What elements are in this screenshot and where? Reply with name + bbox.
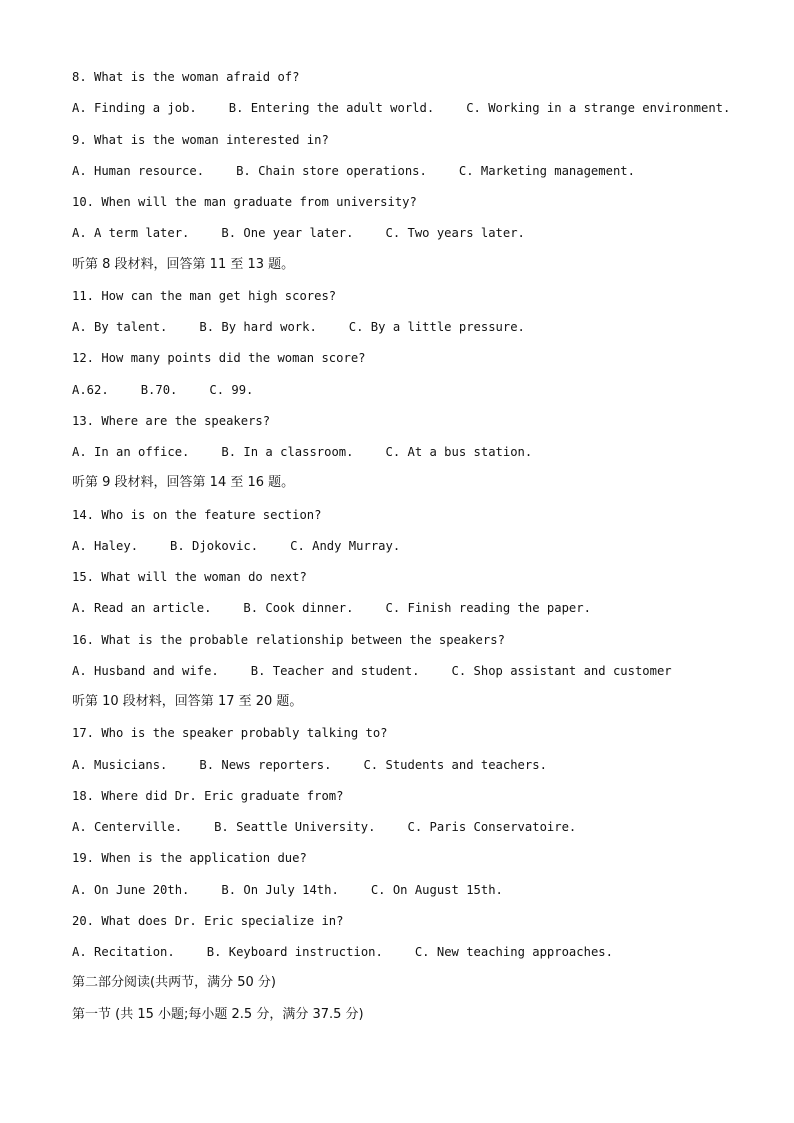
answer-options	[72, 661, 762, 692]
answer-options	[72, 223, 762, 254]
answer-option: B. Djokovic.	[170, 538, 259, 553]
answer-option: B. On July 14th.	[221, 882, 339, 897]
answer-option: C. Andy Murray.	[290, 538, 401, 553]
answer-option: B. News reporters.	[199, 757, 332, 772]
section-heading: 听第 9 段材料，回答第 14 至 16 题。	[72, 475, 295, 491]
answer-option: A. A term later.	[72, 226, 190, 241]
question-text: 18. Where did Dr. Eric graduate from?	[72, 788, 344, 803]
question-text: 16. What is the probable relationship between the speakers?	[72, 632, 505, 647]
answer-option: A. Finding a job.	[72, 101, 197, 116]
question-text: 19. When is the application due?	[72, 851, 307, 866]
question-text: 11. How can the man get high scores?	[72, 288, 337, 303]
answer-option: B. By hard work.	[199, 320, 317, 334]
answer-option: C. New teaching approaches.	[414, 945, 613, 959]
answer-option: A. By talent.	[72, 320, 168, 334]
answer-option: C. Students and teachers.	[363, 757, 547, 772]
answer-option: A. Musicians.	[72, 757, 168, 772]
answer-option: A. On June 20th.	[72, 882, 190, 897]
answer-option: A. Husband and wife.	[72, 663, 219, 678]
answer-options	[72, 317, 762, 348]
answer-option: A. In an office.	[72, 445, 190, 459]
answer-option: C. 99.	[209, 382, 254, 397]
answer-option: C. At a bus station.	[385, 445, 533, 459]
document-page	[72, 67, 762, 1036]
question-text: 20. What does Dr. Eric specialize in?	[72, 913, 344, 928]
answer-options	[72, 817, 762, 848]
answer-option: B. Keyboard instruction.	[206, 945, 383, 959]
question-text: 14. Who is on the feature section?	[72, 507, 322, 522]
answer-options	[72, 98, 762, 129]
answer-option: C. Shop assistant and customer	[451, 663, 672, 678]
answer-option: C. On August 15th.	[370, 882, 503, 897]
answer-options	[72, 442, 762, 473]
question-text: 12. How many points did the woman score?	[72, 351, 366, 366]
answer-option: C. Finish reading the paper.	[385, 601, 591, 616]
section-heading: 第一节 (共 15 小题;每小题 2.5 分，满分 37.5 分)	[72, 1006, 364, 1022]
answer-option: C. Two years later.	[385, 226, 525, 241]
answer-options	[72, 755, 762, 786]
answer-options	[72, 380, 762, 411]
section-heading: 第二部分阅读(共两节，满分 50 分)	[72, 975, 276, 991]
answer-options	[72, 161, 762, 192]
section-heading: 听第 8 段材料，回答第 11 至 13 题。	[72, 256, 295, 272]
answer-options	[72, 880, 762, 911]
answer-option: B.70.	[140, 382, 178, 397]
answer-option: A. Human resource.	[72, 163, 205, 178]
answer-option: B. One year later.	[221, 226, 354, 241]
answer-option: A.62.	[72, 382, 109, 397]
answer-option: B. In a classroom.	[221, 445, 354, 459]
answer-options	[72, 598, 762, 629]
answer-option: A. Read an article.	[72, 601, 212, 616]
question-text: 13. Where are the speakers?	[72, 413, 271, 428]
answer-option: B. Entering the adult world.	[228, 101, 435, 116]
question-text: 17. Who is the speaker probably talking to?	[72, 726, 388, 741]
answer-options	[72, 942, 762, 973]
answer-options	[72, 536, 762, 567]
answer-option: A. Recitation.	[72, 945, 175, 959]
answer-option: C. Marketing management.	[458, 163, 635, 178]
section-heading: 听第 10 段材料，回答第 17 至 20 题。	[72, 694, 303, 709]
answer-option: B. Cook dinner.	[243, 601, 354, 616]
question-text: 10. When will the man graduate from university?	[72, 195, 417, 209]
answer-option: B. Seattle University.	[214, 820, 376, 834]
answer-option: A. Centerville.	[72, 820, 183, 834]
answer-option: C. By a little pressure.	[348, 320, 525, 334]
question-text: 9. What is the woman interested in?	[72, 132, 329, 147]
answer-option: C. Working in a strange environment.	[466, 101, 731, 116]
answer-option: B. Teacher and student.	[250, 663, 420, 678]
answer-option: A. Haley.	[72, 538, 139, 553]
question-text: 15. What will the woman do next?	[72, 570, 307, 584]
answer-option: C. Paris Conservatoire.	[407, 820, 577, 834]
answer-option: B. Chain store operations.	[236, 163, 427, 178]
question-text: 8. What is the woman afraid of?	[72, 70, 300, 84]
